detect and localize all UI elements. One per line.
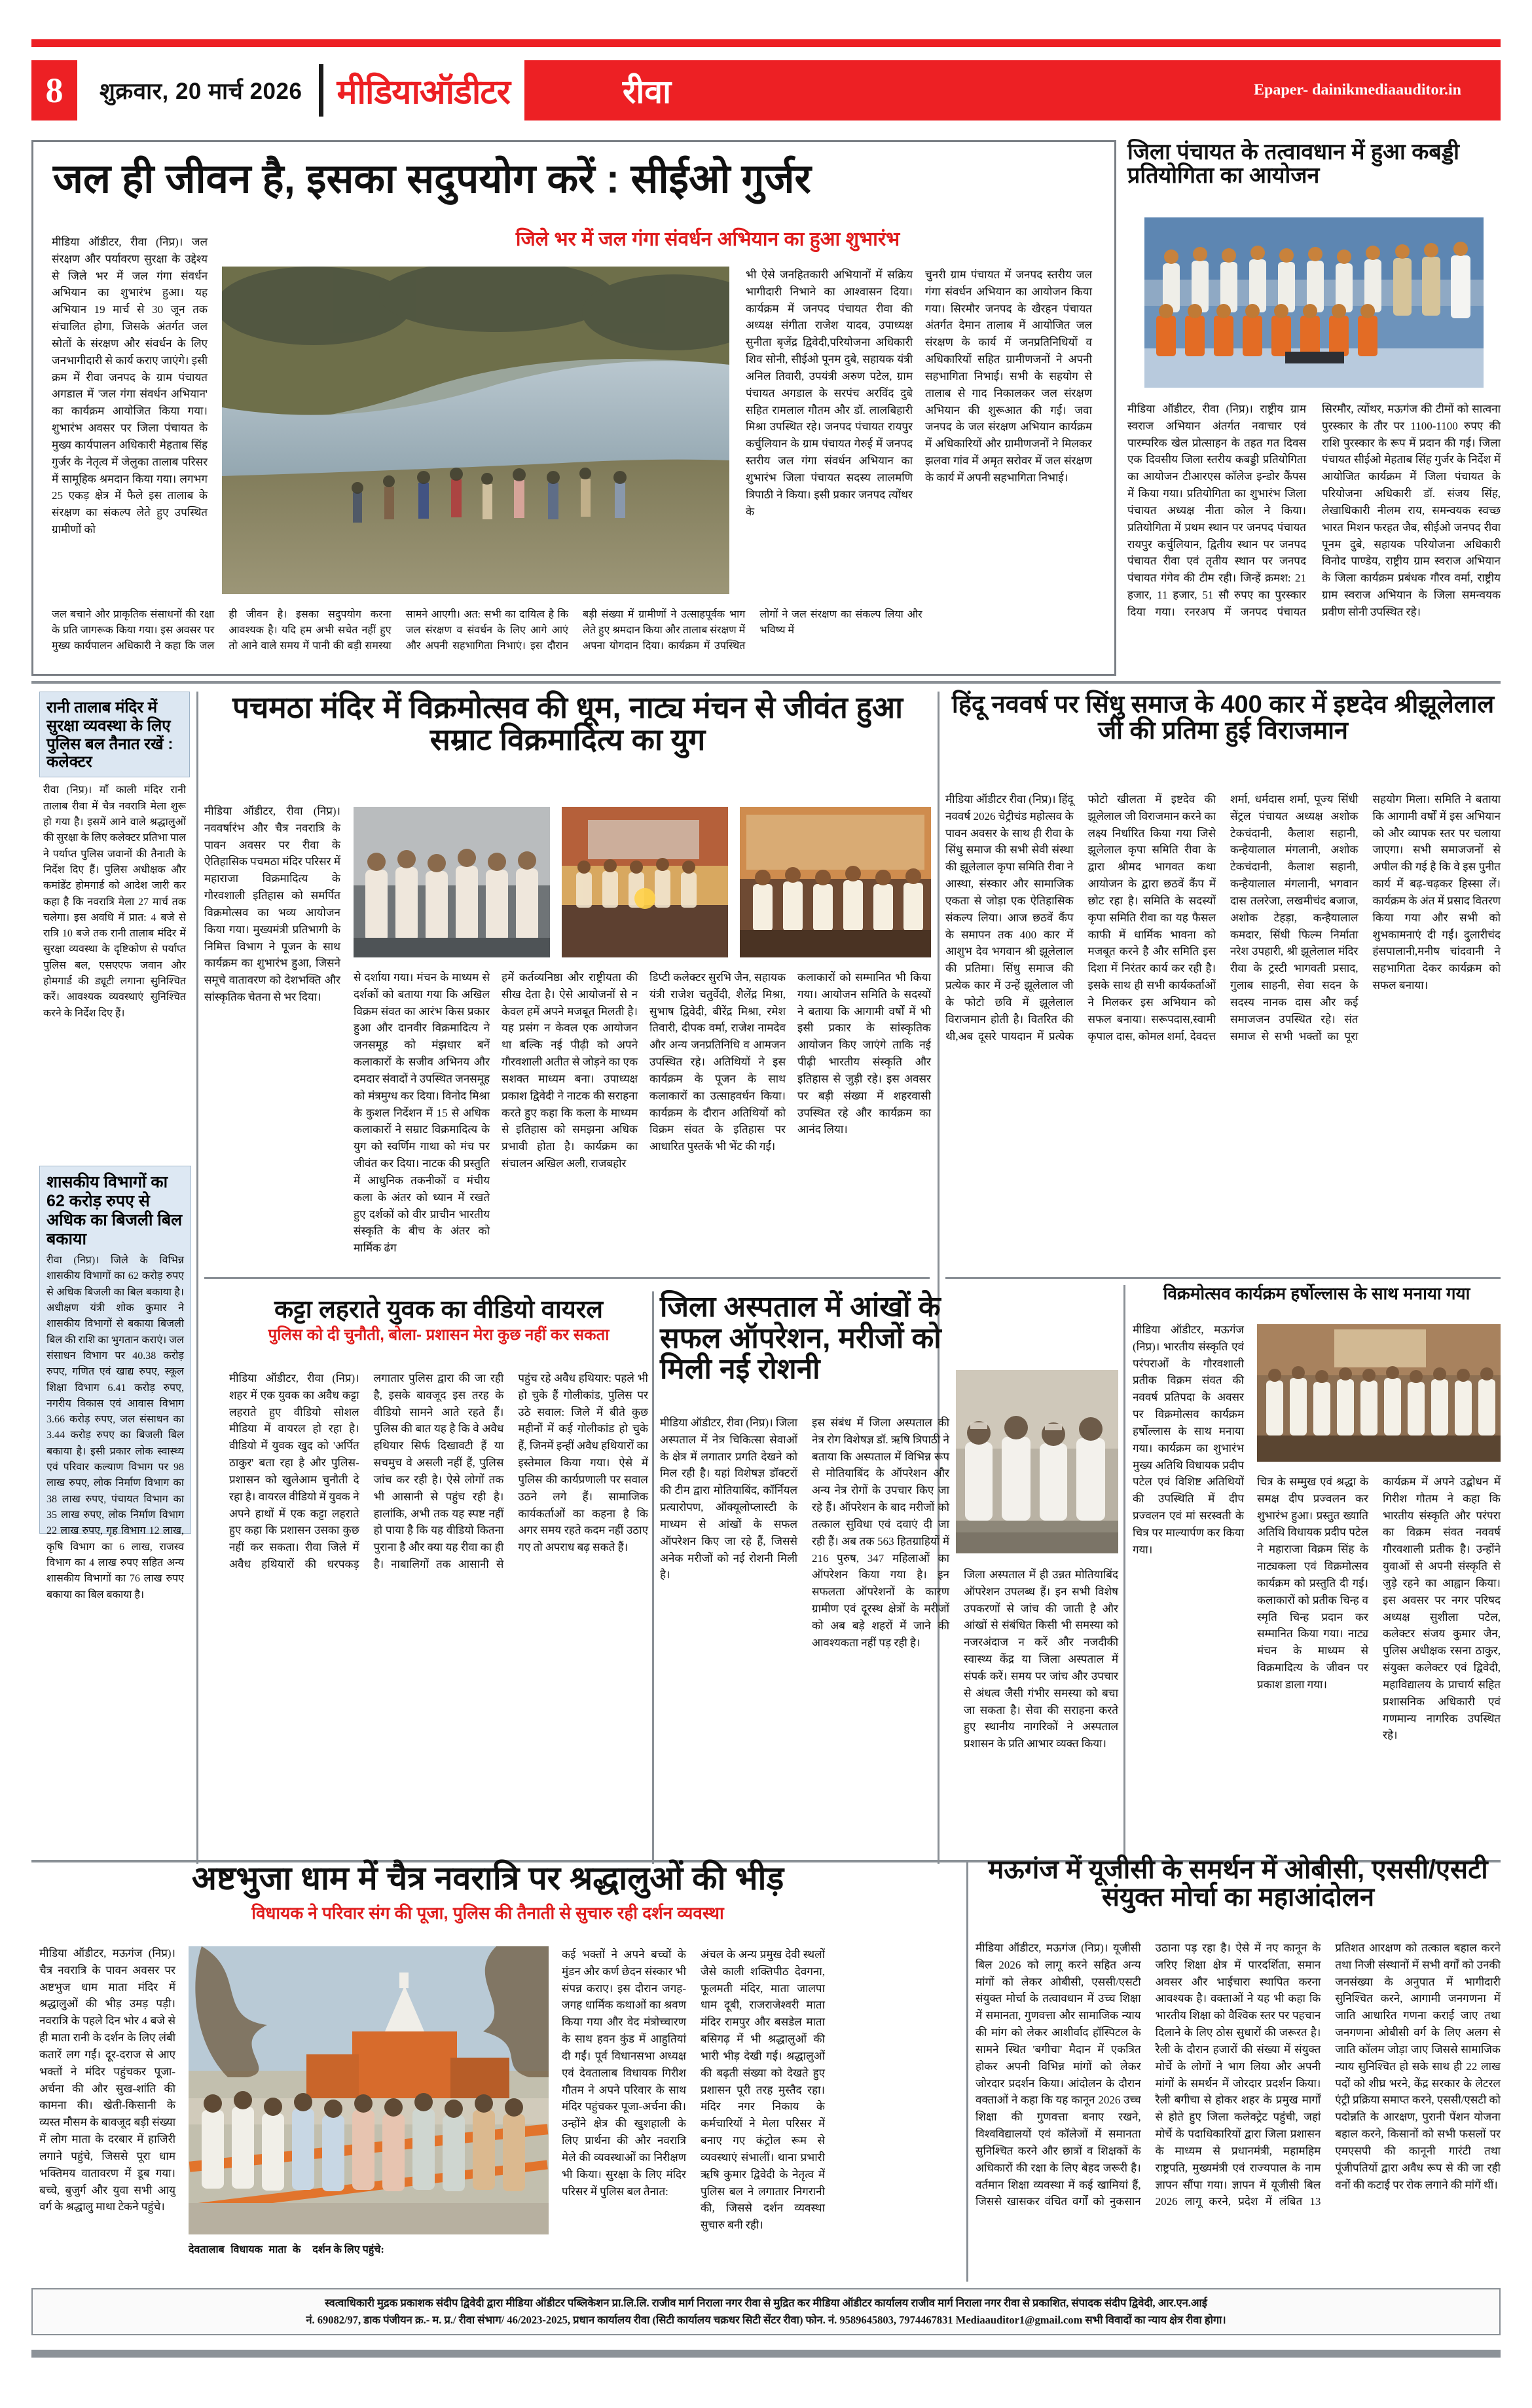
ashtbhuja-photo-caption: देवतालाब विधायक माता के दर्शन के लिए पहुंचे: <box>189 2244 384 2255</box>
masthead <box>31 60 1501 120</box>
ashtbhuja-headline: अष्टभुजा धाम में चैत्र नवरात्रि पर श्रद्धालुओं की भीड़ <box>191 1860 784 1897</box>
rani-talab-story <box>39 692 190 1209</box>
rani-talab-body: रीवा (निप्र)। माँ काली मंदिर रानी तालाब रीवा में चैत्र नवरात्रि मेला शुरू हो गया है। इसमें आने वाले श्रद्धालुओं की सुरक्षा के लिए कलेक्टर प्रतिभा पाल ने पर्याप्त पुलिस जवानों की तैनाती के निर्देश दिए हैं। पुलिस अधीक्षक और कमांडेंट होमगार्ड को आदेश जारी कर कहा है कि नवरात्रि मेला 27 मार्च तक चलेगा। इस अवधि में प्रात: 4 बजे से रात्रि 10 बजे तक रानी तालाब मंदिर में सुरक्षा व्यवस्था के दृष्टिकोण से पर्याप्त पुलिस बल, एसएएफ जवान और होमगार्ड की ड्यूटी लगाना सुनिश्चित करें। आवश्यक व्यवस्थाएं सुनिश्चित करने के निर्देश दिए हैं। <box>43 785 186 1019</box>
divider-katta-aspatal <box>652 1291 654 1864</box>
maugang-column-3: 13 प्रतिशत आरक्षण को तत्काल बहाल करने तथा निजी संस्थानों में सभी वर्गों को उनकी जनसंख्या के अनुपात में भागीदारी सुनिश्चित करने, आगामी जनगणना में जाति आधारित गणना कराई जाए तथा जनगणना ओबीसी वर्ग के लिए अलग से जाति कॉलम जोड़ा जाए जिससे सामाजिक न्याय सुनिश्चित हो सके साथ ही 22 लाख पदों को शीघ्र भरने, केंद्र सरकार के लेटरल एंट्री प्रक्रिया समाप्त करने, एससी/एसटी को पदोन्नति के आरक्षण, पुरानी पेंशन योजना बहाल करने, किसानों को सभी फसलों पर एमएसपी की कानूनी गारंटी तथा पूंजीपतियों द्वारा अवैध रूप से की जा रही वनों की कटाई पर रोक लगाने की मांगें थीं। <box>1309 1942 1501 2208</box>
rani-talab-headline: रानी तालाब मंदिर में सुरक्षा व्यवस्था के लिए पुलिस बल तैनात रखें : कलेक्टर <box>46 699 173 771</box>
katta-body <box>229 1370 648 1868</box>
vikramotsav-column-1: मीडिया ऑडीटर, मऊगंज (निप्र)। भारतीय संस्कृति एवं परंपराओं के गौरवशाली प्रतीक विक्रम संवत की नववर्ष प्रतिपदा के अवसर पर विक्रमोत्सव कार्यक्रम हर्षोल्लास के साथ मनाया गया। कार्यक्रम का शुभारंभ मुख्य अतिथि विधायक प्रदीप पटेल एवं विशिष्ट अतिथियों की उपस्थिति में दीप प्रज्वलन एवं मां सरस्वती के चित्र पर माल्यार्पण कर किया गया। <box>1133 1324 1244 1556</box>
katta-headline: कट्टा लहराते युवक का वीडियो वायरल <box>274 1296 604 1324</box>
vikramotsav-column-3: कार्यक्रम में अपने उद्बोधन में गिरीश गौतम ने कहा कि भारतीय संस्कृति और परंपरा का विक्रम संवत नववर्ष गौरवशाली प्रतीक है। उन्होंने युवाओं से अपनी संस्कृति से जुड़े रहने का आह्वान किया। इस अवसर पर नगर परिषद अध्यक्ष सुशीला पटेल, कलेक्टर संजय कुमार जैन, पुलिस अधीक्षक रसना ठाकुर, संयुक्त कलेक्टर एवं द्विवेदी, महाविद्यालय के प्राचार्य सहित प्रशासनिक अधिकारी एवं गणमान्य नागरिक उपस्थित रहे। <box>1383 1475 1501 1742</box>
maugang-column-2: उठाना पड़ रहा है। ऐसे में नए कानून के जरिए शिक्षा क्षेत्र में पारदर्शिता, समान अवसर और भाईचारा स्थापित करना आवश्यक है। वक्ताओं ने यह भी कहा कि भारतीय शिक्षा को वैश्विक स्तर पर पहचान दिलाने के लिए ठोस सुधारों की जरूरत है। रैली के दौरान हजारों की संख्या में संयुक्त मोर्चे के लोगों ने भाग लिया और अपनी मांगों के समर्थन में जोरदार प्रदर्शन किया। रैली बगीचा से होकर शहर के प्रमुख मार्गों से होते हुए जिला कलेक्ट्रेट पहुंची, जहां मोर्चे के पदाधिकारियों द्वारा जिला प्रशासन के माध्यम से प्रधानमंत्री, महामहिम राष्ट्रपति, मुख्यमंत्री एवं राज्यपाल के नाम ज्ञापन सौंपा गया। ज्ञापन में यूजीसी बिल 2026 लागू करने, प्रदेश में लंबित <box>1155 1942 1321 2208</box>
lead-headline: जल ही जीवन है, इसका सदुपयोग करें : सीईओ गुर्जर <box>53 157 811 202</box>
pachmatha-photo-2-stage <box>562 807 728 957</box>
column-divider-left <box>196 692 198 1864</box>
lead-subhead: जिले भर में जल गंगा संवर्धन अभियान का हुआ शुभारंभ <box>515 229 900 250</box>
kabaddi-team-photo <box>1144 217 1484 388</box>
bijli-bill-body: रीवा (निप्र)। जिले के विभिन्न शासकीय विभागों का 62 करोड़ रुपए से अधिक बिजली का बिल बकाया है। अधीक्षण यंत्री शोक कुमार ने शासकीय विभागों से बकाया बिजली बिल की राशि का भुगतान कराएं। जल संसाधन विभाग पर 40.38 करोड़ रुपए, गणित एवं खाद्य रुपए, स्कूल शिक्षा विभाग 6.41 करोड़ रुपए, नगरीय विकास एवं आवास विभाग 3.66 करोड़ रुपए, जल संसाधन का 3.44 करोड़ रुपए का बिजली बिल बकाया है। इसी प्रकार लोक स्वास्थ्य एवं परिवार कल्याण विभाग पर 98 लाख रुपए, लोक निर्माण विभाग का 38 लाख रुपए, पंचायत विभाग का 35 लाख रुपए, लोक निर्माण विभाग 22 लाख रुपए, गृह विभाग 12 लाख, कृषि विभाग का 6 लाख, राजस्व विभाग का 4 लाख रुपए सहित अन्य शासकीय विभागों का 76 लाख रुपए बकाया का बिल बकाया है। <box>46 1255 184 1601</box>
lead-story <box>31 140 1116 676</box>
maugang-headline: मऊगंज में यूजीसी के समर्थन में ओबीसी, एससी/एसटी संयुक्त मोर्चा का महाआंदोलन <box>988 1855 1488 1912</box>
vikramotsav-column-2: चित्र के सम्मुख एवं श्रद्धा के समक्ष दीप प्रज्वलन कर शुभारंभ हुआ। प्रस्तुत ख्याति अतिथि विधायक प्रदीप पटेल ने महाराजा विक्रम सिंह के नाट्यकला एवं विक्रमोत्सव कार्यक्रम को प्रस्तुति दी गई। कलाकारों को प्रतीक चिन्ह व स्मृति चिन्ह प्रदान कर सम्मानित किया गया। नाट्य मंचन के माध्यम से विक्रमादित्य के जीवन पर प्रकाश डाला गया। <box>1257 1475 1368 1691</box>
pachmatha-headline: पचमठा मंदिर में विक्रमोत्सव की धूम, नाट्य मंचन से जीवंत हुआ सम्राट विक्रमादित्य का युग <box>232 690 903 756</box>
katta-column-2: रीवा जिले में अवैध हथियारों की धरपकड़ लगातार पुलिस द्वारा की जा रही है, इसके बावजूद इस तरह के वीडियो सामने आते रहते हैं। पुलिस की बात यह है कि वे अवैध हथियार सिर्फ दिखावटी हैं या सचमुच वे असली नहीं हैं, पुलिस जांच कर रही है। ऐसे लोगों तक भी आसानी से पहुंच रही है। हालांकि, अभी तक यह स्पष्ट नहीं हो पाया है कि यह वीडियो कितना पुराना है और क्या यह रीवा का ही है। नाबालिगों तक आसानी से पहुंच रहे अवैध हथियार: <box>229 1372 611 1571</box>
pachmatha-column-3: हमें कर्तव्यनिष्ठा और राष्ट्रीयता की सीख देता है। ऐसे आयोजनों से न केवल हमें अपने मजबूत मिलती है। यह प्रसंग न केवल एक आयोजन था बल्कि नई पीढ़ी को अपने गौरवशाली अतीत से जोड़ने का एक सशक्त माध्यम बना। उपाध्यक्ष प्रकाश द्विवेदी ने नाटक की सराहना करते हुए कहा कि कला के माध्यम से इतिहास को समझना अधिक प्रभावी होता है। कार्यक्रम का संचालन अखिल अली, राजबहोर <box>502 971 638 1170</box>
sindhu-headline: हिंदू नववर्ष पर सिंधु समाज के 400 कार में इष्टदेव श्रीझूलेलाल जी की प्रतिमा हुई विराजमान <box>951 691 1495 745</box>
row-divider-2b <box>945 1277 1501 1279</box>
edition-name: रीवा <box>622 73 672 110</box>
dateline: शुक्रवार, 20 मार्च 2026 <box>100 78 302 104</box>
ashtbhuja-dham-story <box>39 1861 936 2280</box>
kabaddi-headline: जिला पंचायत के तत्वावधान में हुआ कबड्डी प्रतियोगिता का आयोजन <box>1127 139 1459 189</box>
vikramotsav-headline: विक्रमोत्सव कार्यक्रम हर्षोल्लास के साथ मनाया गया <box>1163 1284 1470 1303</box>
divider-aspatal-vikram <box>1123 1285 1125 1864</box>
sindhu-body <box>945 791 1501 1263</box>
katta-column-1: मीडिया ऑडीटर, रीवा (निप्र)। शहर में एक युवक का अवैध कट्टा लहराते हुए वीडियो सोशल मीडिया में वायरल हो रहा है। वीडियो में युवक खुद को 'अर्पित ठाकुर' बता रहा है और पुलिस-प्रशासन को खुलेआम चुनौती दे रहा है। वायरल वीडियो में युवक ने अपने हाथों में एक कट्टा लहराते हुए कहा कि प्रशासन उसका कुछ नहीं कर सकता। <box>229 1372 359 1554</box>
sindhu-column-2: वितरित की थी,अब दूसरे पायदान में प्रत्येक फोटो खीलता में इष्टदेव की झूलेलाल जी विराजमान करने का लक्ष्य निर्धारित किया गया जिसे झूलेलाल कृपा समिति रीवा के द्वारा श्रीमद भागवत कथा आयोजन के द्वारा छठवें कैंप में छोट रहा है। समिति के सदस्यों कृपा समिति रीवा का यह फैसल काफी में धार्मिक भावना को मजबूत करने है और समिति इस दिशा में निरंतर कार्य कर रही है। इसके साथ ही सभी कार्यकर्ताओं ने मिलकर इस अभियान को सफल बनाया। <box>945 793 1216 1043</box>
imprint-footer <box>31 2288 1501 2335</box>
sindhu-column-3: सरूपदास,स्वामी कृपाल दास, कोमल शर्मा, देवदत्त शर्मा, धर्मदास शर्मा, पूज्य सिंधी सेंट्रल पंचायत अध्यक्ष अशोक टेकचंदानी, कैलाश सहानी, कन्हैयालाल मंगलानी, अशोक टेकचंदानी, कैलाश सहानी, कन्हैयालाल मंगलानी, भगवान दास तलरेजा, लखमीचंद बजाज, अशोक टेहड़ा, कन्हैयालाल कमदार, सिंधी फिल्म निर्माता नरेश उपहारी, श्री झूलेलाल मंदिर रीवा के ट्रस्टी भागवती प्रसाद, गुलाब साहनी, सेवा सदन के सदस्य नानक दास और कई समाजजन उपस्थित रहे। <box>1087 793 1359 1043</box>
maugang-column-1: मीडिया ऑडीटर, मऊगंज (निप्र)। यूजीसी बिल 2026 को लागू करने सहित अन्य मांगों को लेकर ओबीसी, एससी/एसटी संयुक्त मोर्चा के तत्वावधान में उच्च शिक्षा में समानता, गुणवत्ता और सामाजिक न्याय की मांग को लेकर आशीर्वाद हॉस्पिटल के सामने स्थित 'बगीचा' मैदान में एकत्रित होकर अपनी विभिन्न मांगों को लेकर जोरदार प्रदर्शन किया। आंदोलन के दौरान वक्ताओं ने कहा कि यह कानून 2026 उच्च शिक्षा की गुणवत्ता बनाए रखने, विश्वविद्यालयों एवं कॉलेजों में समानता सुनिश्चित करने और छात्रों व शिक्षकों के अधिकारों की रक्षा के लिए बेहद जरूरी है। वर्तमान शिक्षा व्यवस्था में कई खामियां हैं, जिससे खासकर वंचित वर्गों को नुकसान <box>976 1942 1141 2208</box>
lead-column-3: चुनरी ग्राम पंचायत में जनपद स्तरीय जल गंगा संवर्धन अभियान का आयोजन किया गया। सिरमौर जनपद के खैरहन पंचायत अंतर्गत देमान तालाब में आयोजित जल संरक्षण के कार्य में जनप्रतिनिधियों व अधिकारियों सहित ग्रामीणजनों ने अपनी सहभागिता निभाई। सभी के सहयोग से तालाब से गाद निकालकर जल संरक्षण अभियान की शुरूआत की गई। जवा जनपद के जल संरक्षण अभियान कार्यक्रम में अधिकारियों और ग्रामीणजनों ने मिलकर झलवा गांव में अमृत सरोवर में जल संरक्षण के कार्य में अपनी सहभागिता निभाई। <box>925 269 1092 484</box>
maugang-ugc-protest-story <box>976 1856 1501 2280</box>
row-divider-1 <box>31 681 1501 684</box>
pachmatha-column-2: से दर्शाया गया। मंचन के माध्यम से दर्शकों को बताया गया कि अखिल विक्रम संवत का आरंभ किस प्रकार हुआ और दानवीर विक्रमादित्य ने जनसमूह को मंझधार बनें कलाकारों के सजीव अभिनय और दमदार संवादों ने उपस्थित जनसमूह को मंत्रमुग्ध कर दिया। विनोद मिश्रा के कुशल निर्देशन में 15 से अधिक कलाकारों ने सम्राट विक्रमादित्य के युग को स्वर्णिम गाथा को मंच पर जीवंत कर दिया। नाटक की प्रस्तुति में आधुनिक तकनीकों व मंचीय कला के अंतर को ध्यान में रखते हुए दर्शकों को वीर प्राचीन भारतीय संस्कृति के बीच के अंतर को मार्मिक ढंग <box>354 971 490 1255</box>
epaper-url[interactable]: Epaper- dainikmediaauditor.in <box>1254 81 1461 99</box>
brand-logo: मीडियाऑडीटर <box>337 73 510 111</box>
katta-column-3: पहले भी हो चुके हैं गोलीकांड, पुलिस पर उठे सवाल: जिले में बीते कुछ महीनों में कई गोलीकांड हो चुके हैं, जिनमें इन्हीं अवैध हथियारों का इस्तेमाल किया गया। ऐसे में पुलिस की कार्यप्रणाली पर सवाल उठने लगे हैं। सामाजिक कार्यकर्ताओं का कहना है कि अगर समय रहते कदम नहीं उठाए गए तो अपराध बढ़ सकते हैं। <box>518 1372 648 1554</box>
pachmatha-story <box>204 692 931 1274</box>
bottom-gray-rule <box>31 2350 1501 2358</box>
pachmatha-column-5: कलाकारों को सम्मानित भी किया गया। आयोजन समिति के सदस्यों ने बताया कि आगामी वर्षों में भी इसी प्रकार के सांस्कृतिक आयोजन किए जाएंगे ताकि नई पीढ़ी भारतीय संस्कृति और इतिहास से जुड़ी रहे। इस अवसर पर बड़ी संख्या में शहरवासी उपस्थित रहे और कार्यक्रम का आनंद लिया। <box>797 971 931 1136</box>
sindhu-column-4: संत समाज से सभी भक्तों का पूरा सहयोग मिला। समिति ने बताया कि आगामी वर्षों में इस अभियान को और व्यापक स्तर पर चलाया जाएगा। सभी समाजजनों से अपील की गई है कि वे इस पुनीत कार्य में बढ़-चढ़कर हिस्सा लें। कार्यक्रम के अंत में प्रसाद वितरण किया गया और सभी को शुभकामनाएं दी गईं। दुलारीचंद हंसपालानी,मनीष चांदवानी ने सहभागिता देकर कार्यक्रम को सफल बनाया। <box>1230 793 1501 1043</box>
maugang-body <box>976 1940 1501 2267</box>
hospital-eye-surgery-story <box>660 1291 1118 1873</box>
imprint-line-1: स्वत्वाधिकारी मुद्रक प्रकाशक संदीप द्विवेदी द्वारा मीडिया ऑडीटर पब्लिकेशन प्रा.लि.लि. राजीव मार्ग निराला नगर रीवा से मुद्रित कर मीडिया ऑडीटर कार्यालय राजीव मार्ग निराला नगर रीवा से प्रकाशित, संपादक संदीप द्विवेदी, आर.एन.आई <box>325 2297 1207 2310</box>
top-red-rule <box>31 39 1501 47</box>
sindhu-samaj-story <box>945 692 1501 1274</box>
lead-photo-water-conservation <box>222 267 729 594</box>
katta-video-story <box>229 1297 648 1873</box>
aspatal-column-2: इस संबंध में जिला अस्पताल की नेत्र रोग विशेषज्ञ डॉ. ऋषि त्रिपाठी ने बताया कि अस्पताल में विभिन्न रूप से मोतियाबिंद के ऑपरेशन और अन्य नेत्र रोगों के उपचार किए जा रहे हैं। ऑपरेशन के बाद मरीजों को तत्काल सुविधा एवं दवाएं दी जा रही हैं। अब तक 563 हितग्राहियों में 216 पुरुष, 347 महिलाओं का ऑपरेशन किया गया है। इन सफलता ऑपरेशनों के कारण ग्रामीण एवं दूरस्थ क्षेत्रों के मरीजों को अब बड़े शहरों में जाने की आवश्यकता नहीं पड़ रही है। <box>812 1417 949 1649</box>
bijli-bill-headline: शासकीय विभागों का 62 करोड़ रुपए से अधिक का बिजली बिल बकाया <box>46 1173 183 1248</box>
pachmatha-column-1: मीडिया ऑडीटर, रीवा (निप्र)। नववर्षारंभ और चैत्र नवरात्रि के पावन अवसर पर रीवा के ऐतिहासिक पचमठा मंदिर परिसर में महाराजा विक्रमादित्य के गौरवशाली इतिहास को समर्पित विक्रमोत्सव का भव्य आयोजन किया गया। मुख्यमंत्री प्रतिभागी के निमित्त विभाग ने पूजन के साथ कार्यक्रम का शुभारंभ हुआ, जिसने समूचे वातावरण को देशभक्ति और सांस्कृतिक चेतना से भर दिया। <box>204 805 340 1004</box>
pachmatha-column-4: डिप्टी कलेक्टर सुरभि जैन, सहायक यंत्री राजेश चतुर्वेदी, शैलेंद्र मिश्रा, सुभाष द्विवेदी, बीरेंद्र मिश्रा, रमेश तिवारी, दीपक वर्मा, राजेश नामदेव और अन्य जनप्रतिनिधि व आमजन उपस्थित रहे। अतिथियों ने इस कार्यक्रम के पूजन के साथ कलाकारों का उत्साहवर्धन किया। कार्यक्रम के दौरान अतिथियों को विक्रम संवत के इतिहास पर आधारित पुस्तकें भी भेंट की गईं। <box>649 971 786 1153</box>
lead-column-1: मीडिया ऑडीटर, रीवा (निप्र)। जल संरक्षण और पर्यावरण सुरक्षा के उद्देश्य से जिले भर में जल गंगा संवर्धन अभियान का शुभारंभ हुआ। यह अभियान 19 मार्च से 30 जून तक संचालित होगा, जिसके अंतर्गत जल स्रोतों के संरक्षण और संवर्धन के लिए जनभागीदारी से कार्य कराए जाएंगे। इसी क्रम में रीवा जनपद के ग्राम पंचायत अगडाल में 'जल गंगा संवर्धन अभियान' का कार्यक्रम आयोजित किया गया। शुभारंभ अवसर पर जिला पंचायत के मुख्य कार्यपालन अधिकारी मेहताब सिंह गुर्जर के नेतृत्व में जेलुका तालाब परिसर में सामूहिक श्रमदान किया गया। लगभग 25 एकड़ क्षेत्र में फैले इस तालाब के संरक्षण का संकल्प लेते हुए उपस्थित ग्रामीणों को <box>52 236 208 536</box>
divider-bottom-right <box>966 1862 968 2282</box>
ashtbhuja-column-1: मीडिया ऑडीटर, मऊगंज (निप्र)। चैत्र नवरात्रि के पावन अवसर पर अष्टभुज धाम माता मंदिर में श्रद्धालुओं की भीड़ उमड़ पड़ी। नवरात्रि के पहले दिन भोर 4 बजे से ही माता रानी के दर्शन के लिए लंबी कतारें लग गईं। दूर-दराज से आए भक्तों ने मंदिर पहुंचकर पूजा-अर्चना की और सुख-शांति की कामना की। खेती-किसानी के व्यस्त मौसम के बावजूद बड़ी संख्या में लोग माता के दरबार में हाजिरी लगाने पहुंचे, जिससे पूरा धाम भक्तिमय वातावरण में डूब गया। बच्चे, बुजुर्ग और युवा सभी आयु वर्ग के श्रद्धालु माथा टेकने पहुंचे। <box>39 1947 175 2214</box>
aspatal-patients-photo <box>956 1370 1118 1553</box>
vikramotsav-story <box>1133 1285 1501 1873</box>
ashtbhuja-column-3: अंचल के अन्य प्रमुख देवी स्थलों जैसे काली शक्तिपीठ देवगना, फूलमती मंदिर, माता जालपा धाम दूबी, राजराजेश्वरी माता मंदिर रामपुर और बसडेल माता बसिगढ़ में भी श्रद्धालुओं की भारी भीड़ देखी गई। श्रद्धालुओं की बढ़ती संख्या को देखते हुए प्रशासन पूरी तरह मुस्तैद रहा। मंदिर नगर निकाय के कर्मचारियों ने मेला परिसर में बनाए गए कंट्रोल रूम से व्यवस्थाएं संभालीं। थाना प्रभारी ऋषि कुमार द्विवेदी के नेतृत्व में पुलिस बल ने लगातार निगरानी की, जिससे दर्शन व्यवस्था सुचारु बनी रही। <box>701 1948 825 2232</box>
masthead-divider <box>319 64 323 117</box>
page-number-badge: 8 <box>31 60 77 120</box>
rani-talab-headline-box <box>39 692 190 777</box>
kabaddi-column-1: मीडिया ऑडीटर, रीवा (निप्र)। राष्ट्रीय ग्राम स्वराज अभियान अंतर्गत नवाचार एवं पारम्परिक खेल प्रोत्साहन के तहत गत दिवस एक दिवसीय जिला स्तरीय कबड्डी प्रतियोगिता का आयोजन टीआरएस कॉलेज इन्डोर कैंपस में किया गया। प्रतियोगिता का शुभारंभ जिला पंचायत अध्यक्ष नीता कोल ने किया। प्रतियोगिता में प्रथम स्थान पर जनपद पंचायत रायपुर कर्चुलियान, द्वितीय स्थान पर जनपद पंचायत रीवा एवं तृतीय स्थान पर जनपद पंचायत गंगेव की टीम रही। जिन्हें क्रमश: 21 हजार, 11 हजार, 51 सौ रुपए का पुरस्कार दिया गया। रनरअप में जनपद पंचायत सिरमौर, त्योंथर, <box>1127 403 1385 618</box>
row-divider-2 <box>204 1277 930 1279</box>
kabaddi-column-2: मऊगंज की टीमों को सात्वना पुरस्कार के तौर पर 1100-1100 रुपए की राशि पुरस्कार के रूप में प्रदान की गई। जिला पंचायत सीईओ मेहताब सिंह गुर्जर के निर्देश में आयोजित कार्यक्रम में जिला पंचायत के परियोजना अधिकारी डॉ. संजय सिंह, लेखाधिकारी नीलम राय, समन्वयक स्वच्छ भारत मिशन फरहत जैब, सीईओ जनपद रीवा पूनम दुबे, सहायक परियोजना अधिकारी विनोद पाण्डेय, राष्ट्रीय ग्राम स्वराज अभियान के जिला कार्यक्रम प्रबंधक गौरव वर्मा, राष्ट्रीय ग्राम स्वराज अभियान के जिला समन्वयक प्रवीण सोनी उपस्थित रहे। <box>1322 403 1501 618</box>
ashtbhuja-temple-crowd-photo <box>189 1946 549 2234</box>
ashtbhuja-subhead: विधायक ने परिवार संग की पूजा, पुलिस की तैनाती से सुचारु रही दर्शन व्यवस्था <box>251 1903 724 1923</box>
aspatal-headline: जिला अस्पताल में आंखों के सफल ऑपरेशन, मरीजों को मिली नई रोशनी <box>660 1291 941 1386</box>
kabaddi-story <box>1127 140 1501 672</box>
kabaddi-body <box>1127 401 1501 669</box>
pachmatha-photo-1 <box>354 807 550 957</box>
aspatal-column-1: मीडिया ऑडीटर, रीवा (निप्र)। जिला अस्पताल में नेत्र चिकित्सा सेवाओं के क्षेत्र में लगातार प्रगति देखने को मिल रही है। यहां विशेषज्ञ डॉक्टरों की टीम द्वारा मोतियाबिंद, कॉर्नियल प्रत्यारोपण, ऑक्यूलोप्लास्टी के माध्यम से आंखों के सफल ऑपरेशन किए जा रहे हैं, जिससे अनेक मरीजों को नई रोशनी मिली है। <box>660 1417 797 1582</box>
ashtbhuja-column-2: कई भक्तों ने अपने बच्चों के मुंडन और कर्ण छेदन संस्कार भी संपन्न कराए। इस दौरान जगह-जगह धार्मिक कथाओं का श्रवण किया गया और वेद मंत्रोच्चारण के साथ हवन कुंड में आहुतियां दी गईं। पूर्व विधानसभा अध्यक्ष एवं देवतालाब विधायक गिरीश गौतम ने अपने परिवार के साथ मंदिर पहुंचकर पूजा-अर्चना की। उन्होंने क्षेत्र की खुशहाली के लिए प्रार्थना की और नवरात्रि मेले की व्यवस्थाओं का निरीक्षण भी किया। सुरक्षा के लिए मंदिर परिसर में पुलिस बल तैनात: <box>562 1948 686 2198</box>
imprint-line-2: नं. 69082/97, डाक पंजीयन क्र.- म. प्र./ रीवा संभाग/ 46/2023-2025, प्रधान कार्यालय रीवा (सिटी कार्यालय चक्रधर सिटी सेंटर रीवा) फोन. नं. 9589645803, 7974467831 Mediaauditor1@gmail.com सभी विवादों का न्याय क्षेत्र रीवा होगा। <box>306 2314 1226 2326</box>
pachmatha-photo-3 <box>740 807 931 957</box>
lead-caption-text: जल बचाने और प्राकृतिक संसाधनों की रक्षा के प्रति जागरूक किया गया। इस अवसर पर मुख्य कार्यपालन अधिकारी ने कहा कि जल ही जीवन है। इसका सदुपयोग करना आवश्यक है। यदि हम अभी सचेत नहीं हुए तो आने वाले समय में पानी की बड़ी समस्या सामने आएगी। अत: सभी का दायित्व है कि जल संरक्षण व संवर्धन के लिए आगे आएं और अपनी सहभागिता निभाएं। इस दौरान बड़ी संख्या में ग्रामीणों ने उत्साहपूर्वक भाग लेते हुए श्रमदान किया और तालाब संरक्षण में अपना योगदान दिया। कार्यक्रम में उपस्थित लोगों ने जल संरक्षण का संकल्प लिया और भविष्य में <box>52 609 922 652</box>
aspatal-column-3: जिला अस्पताल में ही उन्नत मोतियाबिंद ऑपरेशन उपलब्ध हैं। इन सभी विशेष उपकरणों से जांच की जाती है और आंखों से संबंधित किसी भी समस्या को नजरअंदाज न करें और नजदीकी स्वास्थ्य केंद्र या जिला अस्पताल में संपर्क करें। समय पर जांच और उपचार से अंधत्व जैसी गंभीर समस्या को बचा जा सकता है। सेवा की सराहना करते हुए स्थानीय नागरिकों ने अस्पताल प्रशासन के प्रति आभार व्यक्त किया। <box>964 1568 1118 1750</box>
edition-bar <box>524 60 1501 120</box>
lead-column-2: भी ऐसे जनहितकारी अभियानों में सक्रिय भागीदारी निभाने का आश्वासन दिया। कार्यक्रम में जनपद पंचायत रीवा की अध्यक्ष संगीता राजेश यादव, उपाध्यक्ष सुनीता बृजेंद्र द्विवेदी,परियोजना अधिकारी शिव सोनी, सीईओ पूनम दुबे, सहायक यंत्री अनिल तिवारी, उपयंत्री अरुण पटेल, ग्राम पंचायत अगडाल के सरपंच अरविंद दुबे सहित रामलाल गौतम और डॉ. लालबिहारी मिश्रा उपस्थित रहे। जनपद पंचायत रायपुर कर्चुलियान के ग्राम पंचायत गेरुई में जनपद स्तरीय जल गंगा संवर्धन अभियान का शुभारंभ जिला पंचायत सदस्य लालमणि त्रिपाठी ने किया। इसी प्रकार जनपद त्योंथर के <box>746 269 913 518</box>
katta-subhead: पुलिस को दी चुनौती, बोला- प्रशासन मेरा कुछ नहीं कर सकता <box>268 1326 610 1344</box>
bijli-bill-story <box>39 1166 191 1601</box>
vikramotsav-group-photo <box>1257 1324 1501 1462</box>
sindhu-column-1: मीडिया ऑडीटर रीवा (निप्र)। हिंदू नववर्ष 2026 चेट्रीचंड महोत्सव के पावन अवसर के साथ ही रीवा के सिंधु समाज की सभी सेवी संस्था की झूलेलाल कृपा समिति रीवा ने आस्था, संस्कार और सामाजिक एकता से जोड़ा एक ऐतिहासिक संकल्प लिया। आज छठवें कैंप के समापन तक 400 कार में आशुभ देव भगवान श्री झूलेलाल की प्रतिमा। सिंधु समाज की प्रत्येक कार में उन्हें झूलेलाल जी के फोटो छवि में झूलेलाल विराजमान होती है। <box>945 793 1074 1026</box>
